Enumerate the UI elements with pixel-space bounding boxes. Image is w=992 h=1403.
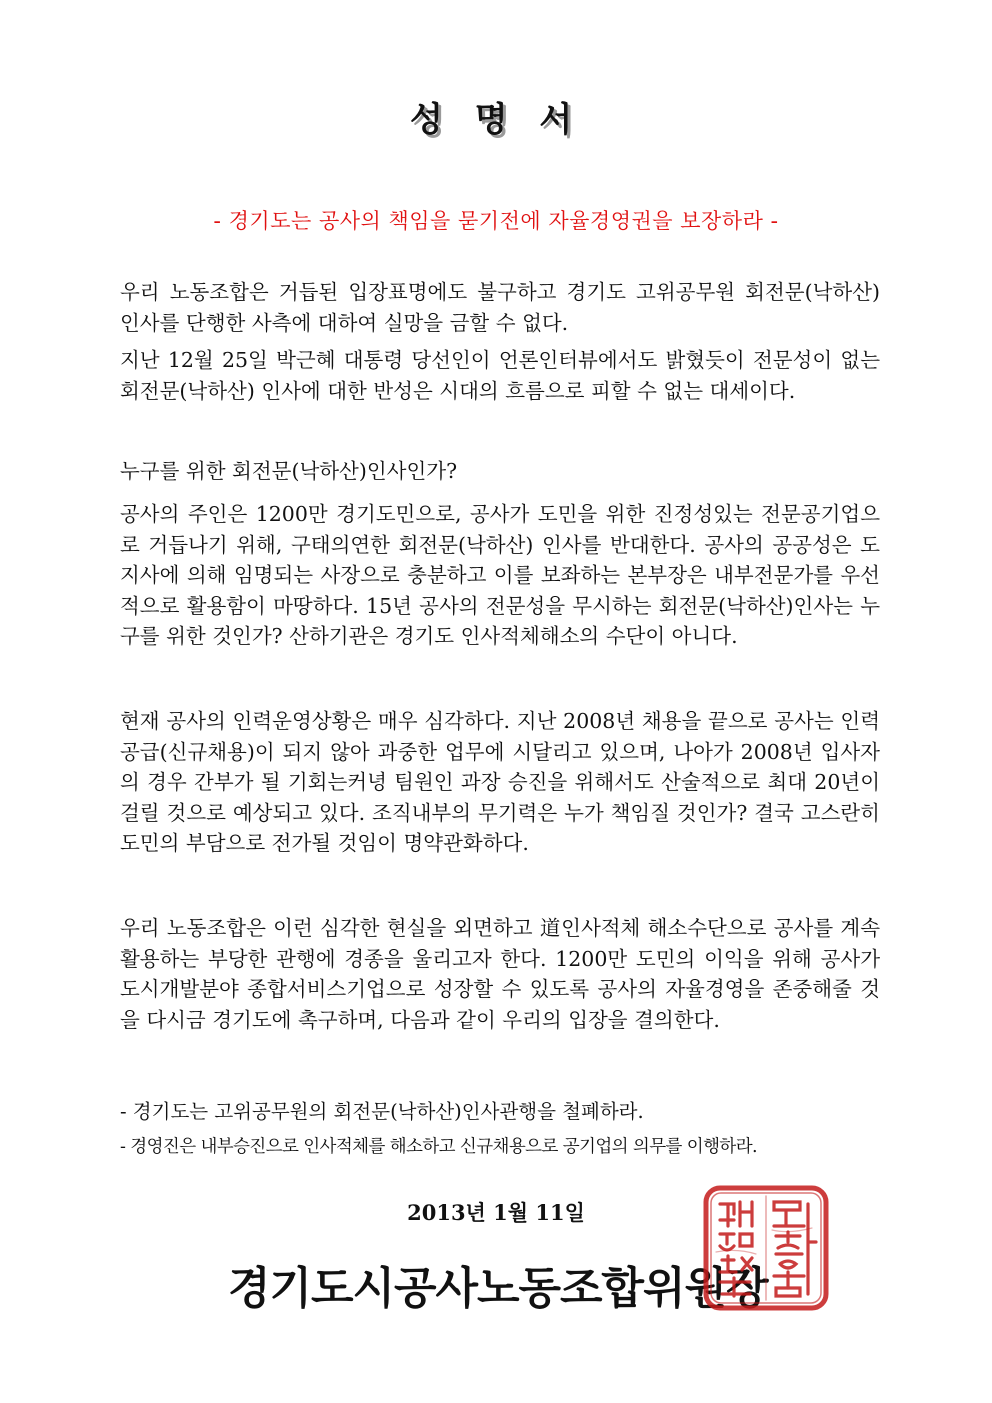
paragraph-text: 지난 12월 25일 박근혜 대통령 당선인이 언론인터뷰에서도 밝혔듯이 전문성이 없는 회전문(낙하산) 인사에 대한 반성은 시대의 흐름으로 피할 수 없는 대세이다. [120, 348, 880, 403]
paragraph-text: 공사의 주인은 1200만 경기도민으로, 공사가 도민을 위한 진정성있는 전문공기업으로 거듭나기 위해, 구태의연한 회전문(낙하산) 인사를 반대한다. 공사의 공공성은 도지사에 의해 임명되는 사장으로 충분하고 이를 보좌하는 본부장은 내부전문가를 우선적으로 활용함이 마땅하다. 15년 공사의 전문성을 무시하는 회전문(낙하산)인사는 누구를 위한 것인가? 산하기관은 경기도 인사적체해소의 수단이 아니다. [120, 502, 880, 648]
document-subtitle: - 경기도는 공사의 책임을 묻기전에 자율경영권을 보장하라 - [213, 209, 779, 233]
paragraph-text: 우리 노동조합은 거듭된 입장표명에도 불구하고 경기도 고위공무원 회전문(낙하산) 인사를 단행한 사측에 대하여 실망을 금할 수 없다. [120, 280, 880, 335]
paragraph-text: 우리 노동조합은 이런 심각한 현실을 외면하고 道인사적체 해소수단으로 공사를 계속 활용하는 부당한 관행에 경종을 울리고자 한다. 1200만 도민의 이익을 위해 공사가 도시개발분야 종합서비스기업으로 성장할 수 있도록 공사의 자율경영을 존중해줄 것을 다시금 경기도에 촉구하며, 다음과 같이 우리의 입장을 결의한다. [120, 916, 880, 1032]
paragraph-trend [120, 345, 880, 406]
signature-name: 경기도시공사노동조합위원장 [228, 1263, 768, 1314]
section-heading: 누구를 위한 회전문(낙하산)인사인가? [120, 459, 458, 483]
paragraph-question-heading [120, 456, 880, 487]
paragraph-disappointment [120, 277, 880, 338]
paragraph-text: 현재 공사의 인력운영상황은 매우 심각하다. 지난 2008년 채용을 끝으로 공사는 인력공급(신규채용)이 되지 않아 과중한 업무에 시달리고 있으며, 나아가 2008년 입사자의 경우 간부가 될 기회는커녕 팀원인 과장 승진을 위해서도 산술적으로 최대 20년이 걸릴 것으로 예상되고 있다. 조직내부의 무기력은 누가 책임질 것인가? 결국 고스란히 도민의 부담으로 전가될 것임이 명약관화하다. [120, 709, 880, 855]
paragraph-ownership [120, 499, 880, 652]
demand-item-1: - 경기도는 고위공무원의 회전문(낙하산)인사관행을 철폐하라. [120, 1100, 644, 1123]
document-date: 2013년 1월 11일 [407, 1200, 585, 1225]
document-title: 성 명 서 [409, 100, 583, 140]
union-seal-stamp [700, 1182, 832, 1314]
paragraph-resolution [120, 913, 880, 1035]
demand-item-2: - 경영진은 내부승진으로 인사적체를 해소하고 신규채용으로 공기업의 의무를 이행하라. [120, 1137, 757, 1157]
paragraph-workforce [120, 706, 880, 859]
